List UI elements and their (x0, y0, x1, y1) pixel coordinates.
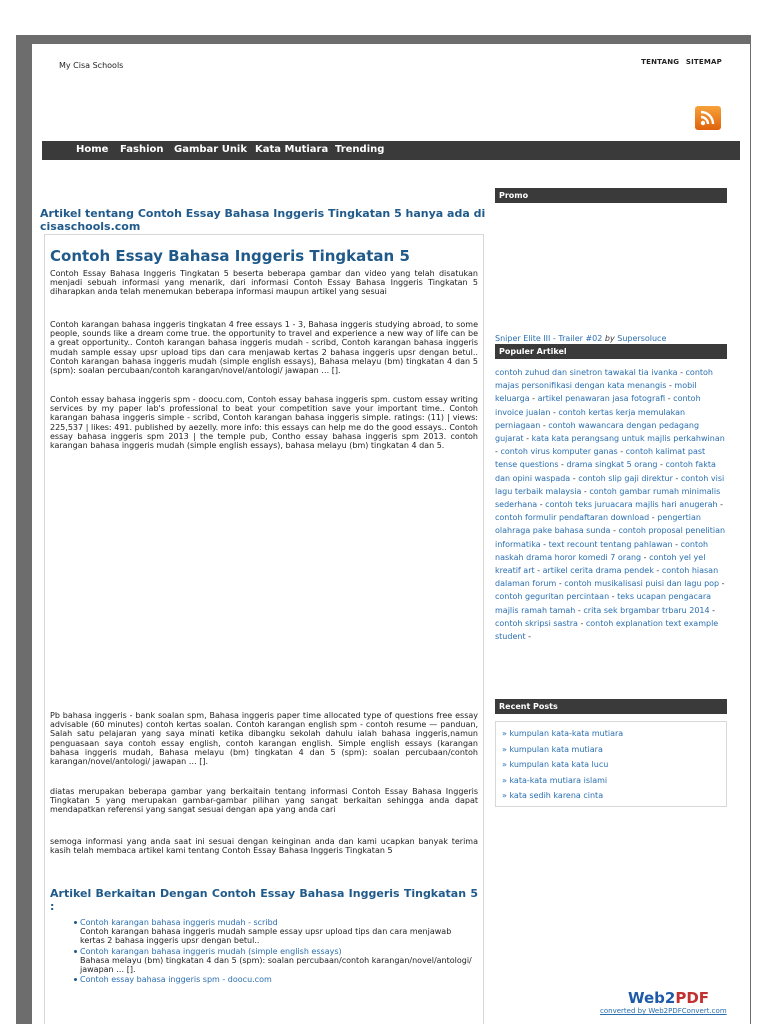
popular-tag-link[interactable]: contoh geguritan percintaan (495, 592, 610, 602)
tag-separator: - (529, 394, 538, 404)
tag-separator: - (577, 618, 586, 628)
tag-separator: - (575, 605, 584, 615)
nav-trending[interactable]: Trending (335, 144, 385, 155)
popular-tag-link[interactable]: mobil keluarga (495, 381, 697, 404)
popular-tag-link[interactable]: artikel cerita drama pendek (542, 566, 654, 576)
tag-separator: - (609, 592, 618, 602)
tag-separator: - (610, 526, 619, 536)
popular-header (495, 344, 727, 359)
video-caption (495, 334, 666, 343)
related-desc: Contoh karangan bahasa inggeris mudah sample essay upsr upload tips dan cara menjawab kertas 2 bahasa inggeris upsr dengan betul.. (80, 927, 452, 946)
recent-title: Recent Posts (495, 699, 727, 714)
post (44, 234, 484, 1024)
related-link[interactable]: Contoh karangan bahasa inggeris mudah (simple english essays) (80, 946, 342, 956)
popular-tag-link[interactable]: contoh zuhud dan sinetron tawakal tia ivanka (495, 368, 678, 377)
lead-heading: Artikel tentang Contoh Essay Bahasa Inggeris Tingkatan 5 hanya ada di cisaschools.com (40, 207, 486, 233)
popular-tag-link[interactable]: contoh invoice jualan (495, 394, 701, 417)
list-item (50, 975, 478, 984)
tag-separator: - (657, 460, 666, 470)
popular-tag-link[interactable]: contoh kalimat past tense questions (495, 447, 706, 470)
popular-tag-link[interactable]: kata kata perangsang untuk majlis perkahwinan (531, 434, 725, 444)
tag-separator: - (540, 539, 549, 549)
popular-tag-link[interactable]: contoh skripsi sastra (495, 618, 578, 628)
tag-separator: - (672, 539, 681, 549)
post-paragraph-5: semoga informasi yang anda saat ini sesuai dengan keinginan anda dan kami ucapkan banyak terima kasih telah membaca artikel kami tentang Contoh Essay Bahasa Inggeris Tingkatan 5 (50, 837, 478, 856)
popular-tag-link[interactable]: contoh explanation text example student (495, 618, 719, 642)
related-link[interactable]: Contoh essay bahasa inggeris spm - doocu.com (80, 975, 272, 985)
popular-tag-link[interactable]: contoh musikalisasi puisi dan lagu pop (564, 579, 720, 589)
video-by: by (604, 334, 615, 343)
post-title[interactable]: Contoh Essay Bahasa Inggeris Tingkatan 5 (50, 247, 410, 265)
popular-tag-link[interactable]: contoh hiasan dalaman forum (495, 566, 719, 589)
tag-separator: - (672, 473, 681, 483)
promo-title: Promo (495, 188, 727, 203)
promo-header (495, 188, 727, 203)
tag-separator: - (617, 447, 626, 457)
post-paragraph-3: Pb bahasa inggeris - bank soalan spm, Bahasa inggeris paper time allocated type of questions free essay advisable (60 minutes) contoh kertas soalan. Contoh karangan english spm - contoh resume — panduan, Salah satu pelajaran yang saya minati ketika dibangku sekolah dahulu ialah bahasa inggeris,namun penguasaan saya contoh essay english, contoh karangan english. Simple english essays (karangan bahasa inggeris mudah, Bahasa melayu (bm) tingkatan 4 dan 5 (spm): soalan percubaan/contoh karangan/novel/antologi/ jawapan … []. (50, 711, 478, 767)
tag-separator: - (717, 500, 724, 510)
tag-separator: - (550, 407, 559, 417)
popular-tag-link[interactable]: contoh virus komputer ganas (500, 447, 618, 457)
popular-tag-link[interactable]: drama singkat 5 orang (566, 460, 658, 470)
tag-separator: - (719, 579, 725, 589)
post-paragraph-4: diatas merupakan beberapa gambar yang berkaitain tentang informasi Contoh Essay Bahasa Inggeris Tingkatan 5 yang merupakan gambar-gambar pilihan yang sangat berkaitan sehingga anda dapat mendapatkan referensi yang sangat sesuai dengan apa yang anda cari (50, 787, 478, 815)
post-paragraph-2: Contoh essay bahasa inggeris spm - doocu.com, Contoh essay bahasa inggeris spm. custom essay writing services by my paper lab's professional to beat your competition save your important time.. Contoh karangan bahasa inggeris simple - scribd, Contoh karangan bahasa inggeris simple. ratings: (11) | views: 225,537 | likes: 491. published by aezelly. more info: this essays can help me do the good essays.. Contoh essay bahasa inggeris spm 2013 | the temple pub, Contho essay bahasa inggeris spm 2013. contoh karangan bahasa inggeris mudah (simple english essays), bahasa melayu (bm) tingkatan 4 dan 5. (50, 395, 478, 451)
rss-icon[interactable] (695, 106, 721, 130)
popular-tag-link[interactable]: contoh naskah drama horor komedi 7 orang (495, 539, 709, 562)
popular-tag-link[interactable]: artikel penawaran jasa fotografi (537, 394, 666, 404)
tag-separator: - (495, 447, 501, 457)
tag-separator: - (558, 460, 567, 470)
recent-post-link[interactable]: » kumpulan kata mutiara (502, 744, 603, 754)
logo-web2: Web2 (628, 989, 676, 1007)
popular-title: Populer Artikel (495, 344, 727, 359)
nav-fashion[interactable]: Fashion (120, 144, 164, 155)
web2pdf-logo[interactable] (628, 988, 709, 1007)
top-link-sitemap[interactable]: SITEMAP (685, 58, 722, 66)
popular-tag-link[interactable]: contoh formulir pendaftaran download (495, 513, 650, 523)
popular-tag-link[interactable]: crita sek brgambar trbaru 2014 (583, 605, 710, 615)
tag-separator: - (523, 434, 532, 444)
related-list (50, 918, 478, 985)
popular-tag-link[interactable]: pengertian olahraga pake bahasa sunda (495, 513, 701, 536)
popular-tag-link[interactable]: text recount tentang pahlawan (548, 539, 673, 549)
related-heading: Artikel Berkaitan Dengan Contoh Essay Bahasa Inggeris Tingkatan 5 : (50, 887, 478, 913)
lead-heading-wrap (40, 207, 486, 233)
tag-separator: - (653, 566, 662, 576)
tag-separator: - (570, 473, 579, 483)
recent-post-link[interactable]: » kata-kata mutiara islami (502, 775, 608, 785)
popular-tags (495, 366, 727, 643)
post-paragraph-1: Contoh karangan bahasa inggeris tingkatan 4 free essays 1 - 3, Bahasa inggeris studying abroad, to some people, sounds like a dream come true. the opportunity to travel and experience a new way of life can be a great opportunity.. Contoh karangan bahasa inggeris mudah - scribd, Contoh karangan bahasa inggeris mudah sample essay upsr upload tips dan cara menjawab kertas 2 bahasa inggeris upsr dengan betul.. Contoh karangan bahasa inggeris mudah (simple english essays), Bahasa melayu (bm) tingkatan 4 dan 5 (spm): soalan percubaan/contoh karangan/novel/antologi/ jawapan … []. (50, 320, 478, 376)
recent-post-link[interactable]: » kumpulan kata kata lucu (502, 760, 609, 770)
bullet-icon (74, 950, 77, 953)
popular-tag-link[interactable]: contoh visi lagu terbaik malaysia (495, 473, 725, 496)
popular-tag-link[interactable]: teks ucapan pengacara majlis ramah tamah (495, 592, 712, 615)
site-title[interactable]: My Cisa Schools (59, 61, 124, 70)
nav-gambar-unik[interactable]: Gambar Unik (174, 144, 248, 155)
tag-separator: - (540, 420, 549, 430)
top-links (637, 58, 722, 66)
tag-separator: - (677, 368, 686, 377)
popular-tag-link[interactable]: contoh wawancara dengan pedagang gujarat (495, 420, 700, 444)
tag-separator: - (556, 579, 565, 589)
list-item (50, 918, 478, 946)
bullet-icon (74, 978, 77, 981)
nav-kata-mutiara[interactable]: Kata Mutiara (255, 144, 329, 155)
popular-tag-link[interactable]: contoh proposal penelitian informatika (495, 526, 726, 549)
converted-link[interactable]: converted by Web2PDFConvert.com (600, 1007, 727, 1015)
page (32, 44, 750, 1024)
recent-post-link[interactable]: » kumpulan kata-kata mutiara (502, 729, 624, 738)
tag-separator: - (537, 500, 546, 510)
tag-separator: - (641, 552, 650, 562)
tag-separator: - (665, 394, 674, 404)
recent-posts (495, 721, 727, 807)
related-desc: Bahasa melayu (bm) tingkatan 4 dan 5 (spm): soalan percubaan/contoh karangan/novel/antologi/ jawapan … []. (80, 955, 472, 975)
tag-separator: - (649, 513, 658, 523)
list-item (50, 947, 478, 975)
tag-separator: - (666, 381, 675, 391)
logo-pdf: PDF (675, 989, 710, 1007)
popular-tag-link[interactable]: contoh kertas kerja memulakan perniagaan (495, 407, 686, 430)
tag-separator: - (525, 632, 532, 642)
recent-header (495, 699, 727, 714)
popular-tag-link[interactable]: contoh fakta dan opini waspada (495, 460, 716, 483)
nav-home[interactable]: Home (76, 144, 109, 155)
video-link[interactable]: Sniper Elite III - Trailer #02 (495, 334, 603, 343)
popular-tag-link[interactable]: contoh gambar rumah minimalis sederhana (495, 486, 721, 510)
popular-tag-link[interactable]: contoh majas personifikasi dengan kata menangis (495, 368, 713, 391)
main-nav (42, 141, 740, 160)
popular-tag-link[interactable]: contoh teks juruacara majlis hari anugerah (545, 500, 718, 510)
post-intro: Contoh Essay Bahasa Inggeris Tingkatan 5 beserta beberapa gambar dan video yang telah disatukan menjadi sebuah informasi yang menarik, dari informasi Contoh Essay Bahasa Inggeris Tingkatan 5 diharapkan anda telah menemukan beberapa informasi maupun artikel yang sesuai (50, 269, 478, 297)
popular-tag-link[interactable]: contoh yel yel kreatif art (495, 552, 706, 576)
tag-separator: - (709, 605, 716, 615)
top-link-tentang[interactable]: TENTANG (641, 58, 680, 66)
video-author[interactable]: Supersoluce (617, 334, 667, 343)
tag-separator: - (534, 566, 543, 576)
bullet-icon (74, 921, 77, 924)
recent-post-link[interactable]: » kata sedih karena cinta (502, 791, 604, 801)
related-link[interactable]: Contoh karangan bahasa inggeris mudah - scribd (80, 918, 278, 927)
popular-tag-link[interactable]: contoh slip gaji direktur (578, 473, 673, 483)
tag-separator: - (581, 486, 590, 496)
